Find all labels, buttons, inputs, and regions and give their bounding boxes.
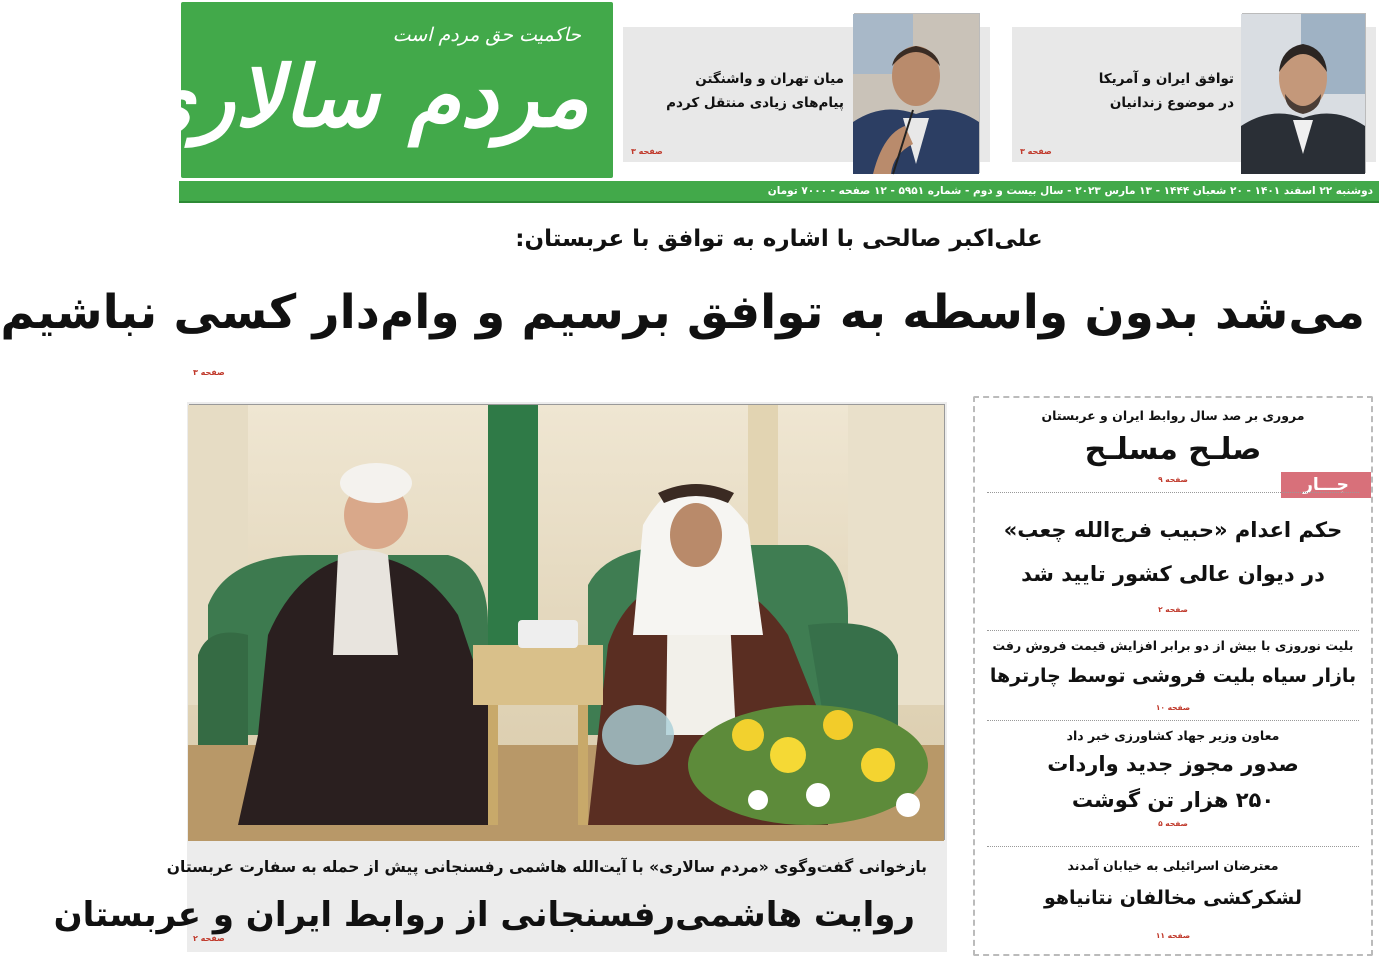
side-story-1[interactable]: [975, 406, 1371, 486]
divider: [987, 720, 1359, 721]
teaser-headline: [1099, 67, 1234, 115]
side-page-ref: صفحه ۱۰: [1155, 703, 1191, 712]
masthead: [128, 0, 1379, 208]
newspaper-logo[interactable]: [128, 2, 613, 178]
logo-name: مردم سالاری: [128, 47, 589, 146]
side-kicker: معترضان اسرائیلی به خیابان آمدند: [1067, 858, 1279, 873]
side-kicker: بلیت نوروزی با بیش از دو برابر افزایش قیمت فروش رفت: [992, 638, 1354, 653]
side-story-2[interactable]: [975, 508, 1371, 616]
divider: [987, 630, 1359, 631]
teaser-headline: [666, 67, 844, 115]
lead-photo-meeting: [189, 404, 945, 840]
teaser-page-ref: صفحه ۳: [1020, 147, 1052, 156]
main-kicker: علی‌اکبر صالحی با اشاره به توافق با عربستان:: [515, 226, 1043, 252]
side-title: صلـح مسلـح: [1084, 432, 1262, 467]
side-title: بازار سیاه بلیت فروشی توسط چارترها: [989, 665, 1357, 687]
teaser-photo-official: [1242, 13, 1366, 173]
date-bar: [179, 181, 1379, 203]
side-page-ref: صفحه ۱۱: [1155, 931, 1191, 940]
lead-headline[interactable]: روایت هاشمی‌رفسنجانی از روابط ایران و عربستان: [53, 895, 915, 935]
side-page-ref: صفحه ۹: [1158, 475, 1188, 484]
section-tag: جـــار: [1281, 472, 1371, 498]
side-story-4[interactable]: [975, 726, 1371, 830]
teaser-tehran-washington[interactable]: [623, 27, 990, 162]
lead-page-ref: صفحه ۲: [193, 934, 225, 943]
teaser-iran-us-deal[interactable]: [1012, 27, 1376, 162]
main-page-ref: صفحه ۳: [193, 368, 225, 377]
divider: [987, 492, 1359, 493]
side-news-column: [973, 396, 1373, 956]
side-story-3[interactable]: [975, 636, 1371, 714]
logo-motto: حاکمیت حق مردم است: [392, 24, 581, 46]
teaser-line-1: میان تهران و واشنگتن: [695, 71, 844, 87]
side-page-ref: صفحه ۲: [1158, 605, 1188, 614]
teaser-line-2: در موضوع زندانیان: [1109, 95, 1234, 111]
side-title-line-2: ۲۵۰ هزار تن گوشت: [1071, 788, 1275, 812]
side-kicker: معاون وزیر جهاد کشاورزی خبر داد: [1066, 728, 1280, 743]
side-title: حکم اعدام «حبیب فرج‌الله چعب»: [1003, 518, 1343, 542]
side-page-ref: صفحه ۵: [1158, 819, 1188, 828]
side-title: صدور مجوز جدید واردات: [1047, 752, 1299, 776]
side-kicker: مروری بر صد سال روابط ایران و عربستان: [1041, 408, 1305, 423]
divider: [987, 846, 1359, 847]
teaser-photo-man-with-microphone: [854, 13, 980, 173]
issue-date-line: دوشنبه ۲۲ اسفند ۱۴۰۱ - ۲۰ شعبان ۱۴۴۴ - ۱۳ مارس ۲۰۲۳ - سال بیست و دوم - شماره ۵۹۵۱ - ۱۲ صفحه - ۷۰۰۰ تومان: [767, 185, 1373, 197]
lead-kicker: بازخوانی گفت‌وگوی «مردم سالاری» با آیت‌الله هاشمی رفسنجانی پیش از حمله به سفارت عربستان: [166, 858, 927, 876]
main-headline[interactable]: می‌شد بدون واسطه به توافق برسیم و وام‌دار کسی نباشیم: [0, 285, 1365, 340]
teaser-page-ref: صفحه ۳: [631, 147, 663, 156]
teaser-line-2: پیام‌های زیادی منتقل کردم: [666, 95, 844, 111]
side-story-5[interactable]: [975, 856, 1371, 942]
side-title-line-2: در دیوان عالی کشور تایید شد: [1021, 562, 1325, 586]
lead-story[interactable]: [53, 402, 947, 952]
side-title: لشکرکشی مخالفان نتانیاهو: [1043, 887, 1303, 909]
teaser-line-1: توافق ایران و آمریکا: [1098, 71, 1234, 87]
